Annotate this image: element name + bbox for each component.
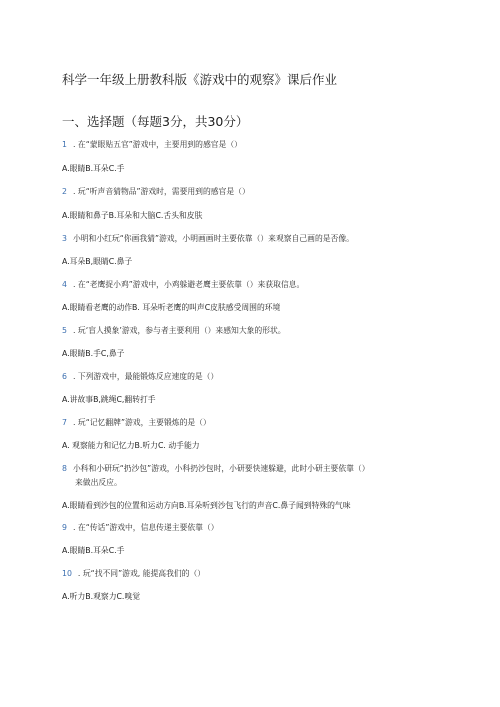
question-4	[62, 279, 304, 290]
question-text-continued: 来做出反应。	[75, 478, 122, 487]
question-text: . 玩“找不同”游戏, 能提高我们的（）	[77, 569, 206, 578]
question-number: 7	[62, 418, 67, 427]
question-text: . 玩“记忆翻牌”游戏，主要锻炼的是（）	[72, 418, 211, 427]
question-number: 9	[62, 523, 67, 532]
question-number: 6	[62, 372, 67, 381]
question-8	[62, 463, 370, 487]
question-number: 10	[62, 569, 72, 578]
question-number: 3	[62, 234, 67, 243]
question-text: 小明和小红玩“你画我猜”游戏，小明画画时主要依靠（）来观察自己画的是否像。	[72, 234, 354, 243]
question-3	[62, 233, 354, 244]
options-9: A.眼睛B.耳朵C.手	[62, 546, 125, 555]
question-number: 5	[62, 326, 67, 335]
options-4: A.眼睛看老鹰的动作B. 耳朵听老鹰的叫声C皮肤感受周围的环境	[62, 303, 281, 312]
options-6: A.讲故事B,跳绳C,翻转打手	[62, 395, 156, 404]
question-number: 4	[62, 280, 67, 289]
options-10: A.听力B.观察力C.嗅觉	[62, 592, 141, 601]
options-1: A.眼睛B.耳朵C.手	[62, 164, 125, 173]
question-text: . 玩“听声音猜物品”游戏时，需要用到的感官是（）	[72, 187, 250, 196]
section-heading: 一、选择题（每题3分，共30分）	[62, 114, 249, 129]
question-6	[62, 371, 218, 382]
question-10	[62, 568, 205, 579]
page-title: 科学一年级上册教科版《游戏中的观察》课后作业	[62, 72, 338, 87]
options-2: A.眼睛和鼻子B.耳朵和大脑C.舌头和皮肤	[62, 211, 203, 220]
question-text: . 玩‘盲人摸象’游戏，参与者主要利用（）来感知大象的形状。	[72, 326, 286, 335]
options-8: A.眼睛看到沙包的位置和运动方向B.耳朵听到沙包飞行的声音C.鼻子闻到特殊的气味	[62, 501, 351, 510]
options-5: A.眼睛B.手C,鼻子	[62, 349, 125, 358]
question-text: . 下列游戏中，最能锻炼反应速度的是（）	[72, 372, 219, 381]
question-number: 2	[62, 187, 67, 196]
question-number: 1	[62, 140, 67, 149]
options-7: A. 观察能力和记忆力B.听力C. 动手能力	[62, 441, 200, 450]
question-text: . 在“传话”游戏中，信息传递主要依靠（）	[72, 523, 219, 532]
question-5	[62, 325, 286, 336]
question-text: . 在“蒙眼贴五官”游戏中，主要用到的感官是（）	[72, 140, 242, 149]
question-2	[62, 186, 250, 197]
question-text: 小科和小研玩“扔沙包”游戏，小科扔沙包时，小研要快速躲避，此时小研主要依靠（）	[72, 464, 370, 473]
question-7	[62, 417, 211, 428]
options-3: A.耳朵B,眼睛C.鼻子	[62, 257, 133, 266]
question-9	[62, 522, 219, 533]
question-text: . 在“老鹰捉小鸡”游戏中，小鸡躲避老鹰主要依靠（）来获取信息。	[72, 280, 305, 289]
question-1	[62, 139, 242, 150]
question-number: 8	[62, 464, 67, 473]
